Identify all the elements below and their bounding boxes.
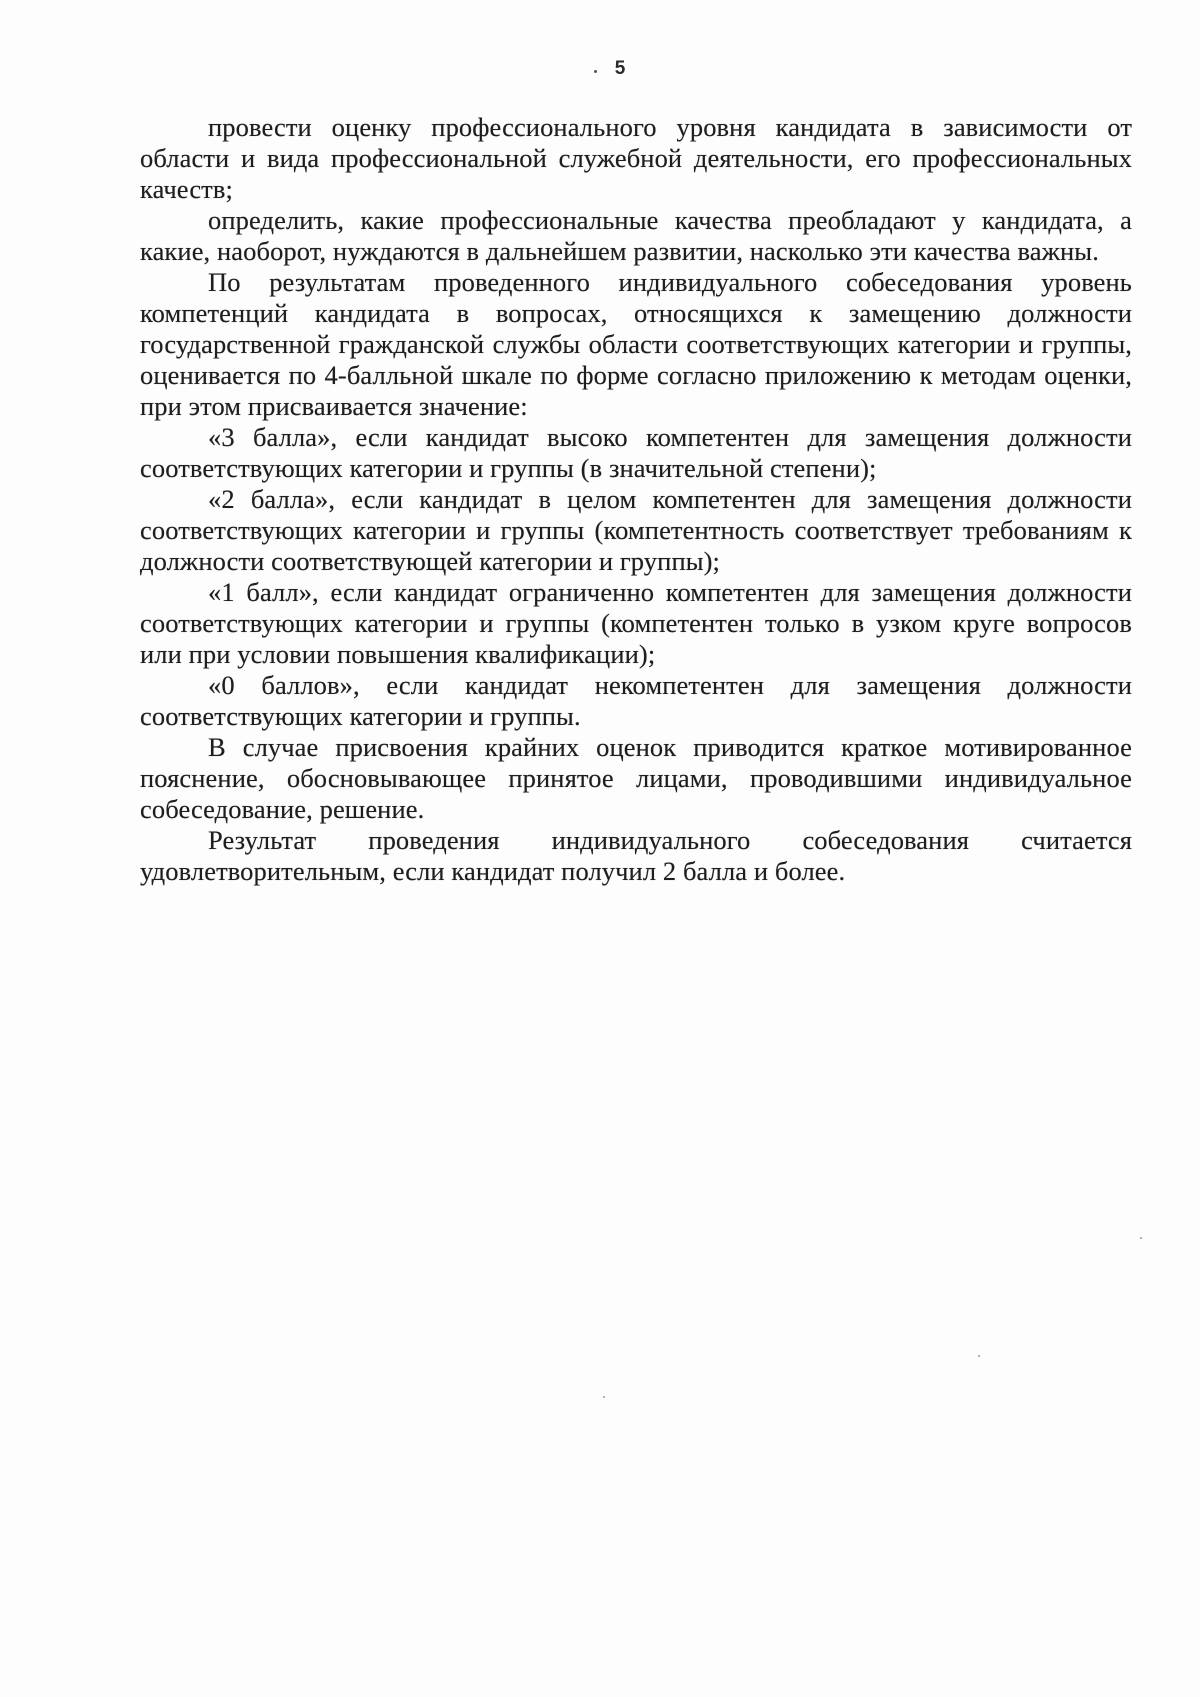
paragraph-score-3: «3 балла», если кандидат высоко компетентен для замещения должности соответствующих категории и группы (в значительной степени); (140, 422, 1132, 483)
paragraph-determine-qualities: определить, какие профессиональные качества преобладают у кандидата, а какие, наоборот, нуждаются в дальнейшем развитии, насколько эти качества важны. (140, 205, 1132, 266)
paragraph-extreme-scores: В случае присвоения крайних оценок приводится краткое мотивированное пояснение, обосновывающее принятое лицами, проводившими индивидуальное собеседование, решение. (140, 732, 1132, 824)
page-number: 5 (600, 58, 640, 80)
scan-speck (978, 1355, 980, 1357)
document-body (140, 112, 1132, 887)
scan-speck (603, 1396, 605, 1398)
paragraph-results-scale: По результатам проведенного индивидуального собеседования уровень компетенций кандидата в вопросах, относящихся к замещению должности государственной гражданской службы области соответствующих категории и группы, оценивается по 4-балльной шкале по форме согласно приложению к методам оценки, при этом присваивается значение: (140, 267, 1132, 421)
paragraph-result-satisfactory: Результат проведения индивидуального собеседования считается удовлетворительным, если кандидат получил 2 балла и более. (140, 825, 1132, 886)
scan-speck (1140, 1237, 1142, 1239)
paragraph-score-1: «1 балл», если кандидат ограниченно компетентен для замещения должности соответствующих категории и группы (компетентен только в узком круге вопросов или при условии повышения квалификации); (140, 577, 1132, 669)
paragraph-score-2: «2 балла», если кандидат в целом компетентен для замещения должности соответствующих категории и группы (компетентность соответствует требованиям к должности соответствующей категории и группы); (140, 484, 1132, 576)
paragraph-assess-level: провести оценку профессионального уровня кандидата в зависимости от области и вида профессиональной служебной деятельности, его профессиональных качеств; (140, 112, 1132, 204)
paragraph-score-0: «0 баллов», если кандидат некомпетентен для замещения должности соответствующих категории и группы. (140, 670, 1132, 731)
